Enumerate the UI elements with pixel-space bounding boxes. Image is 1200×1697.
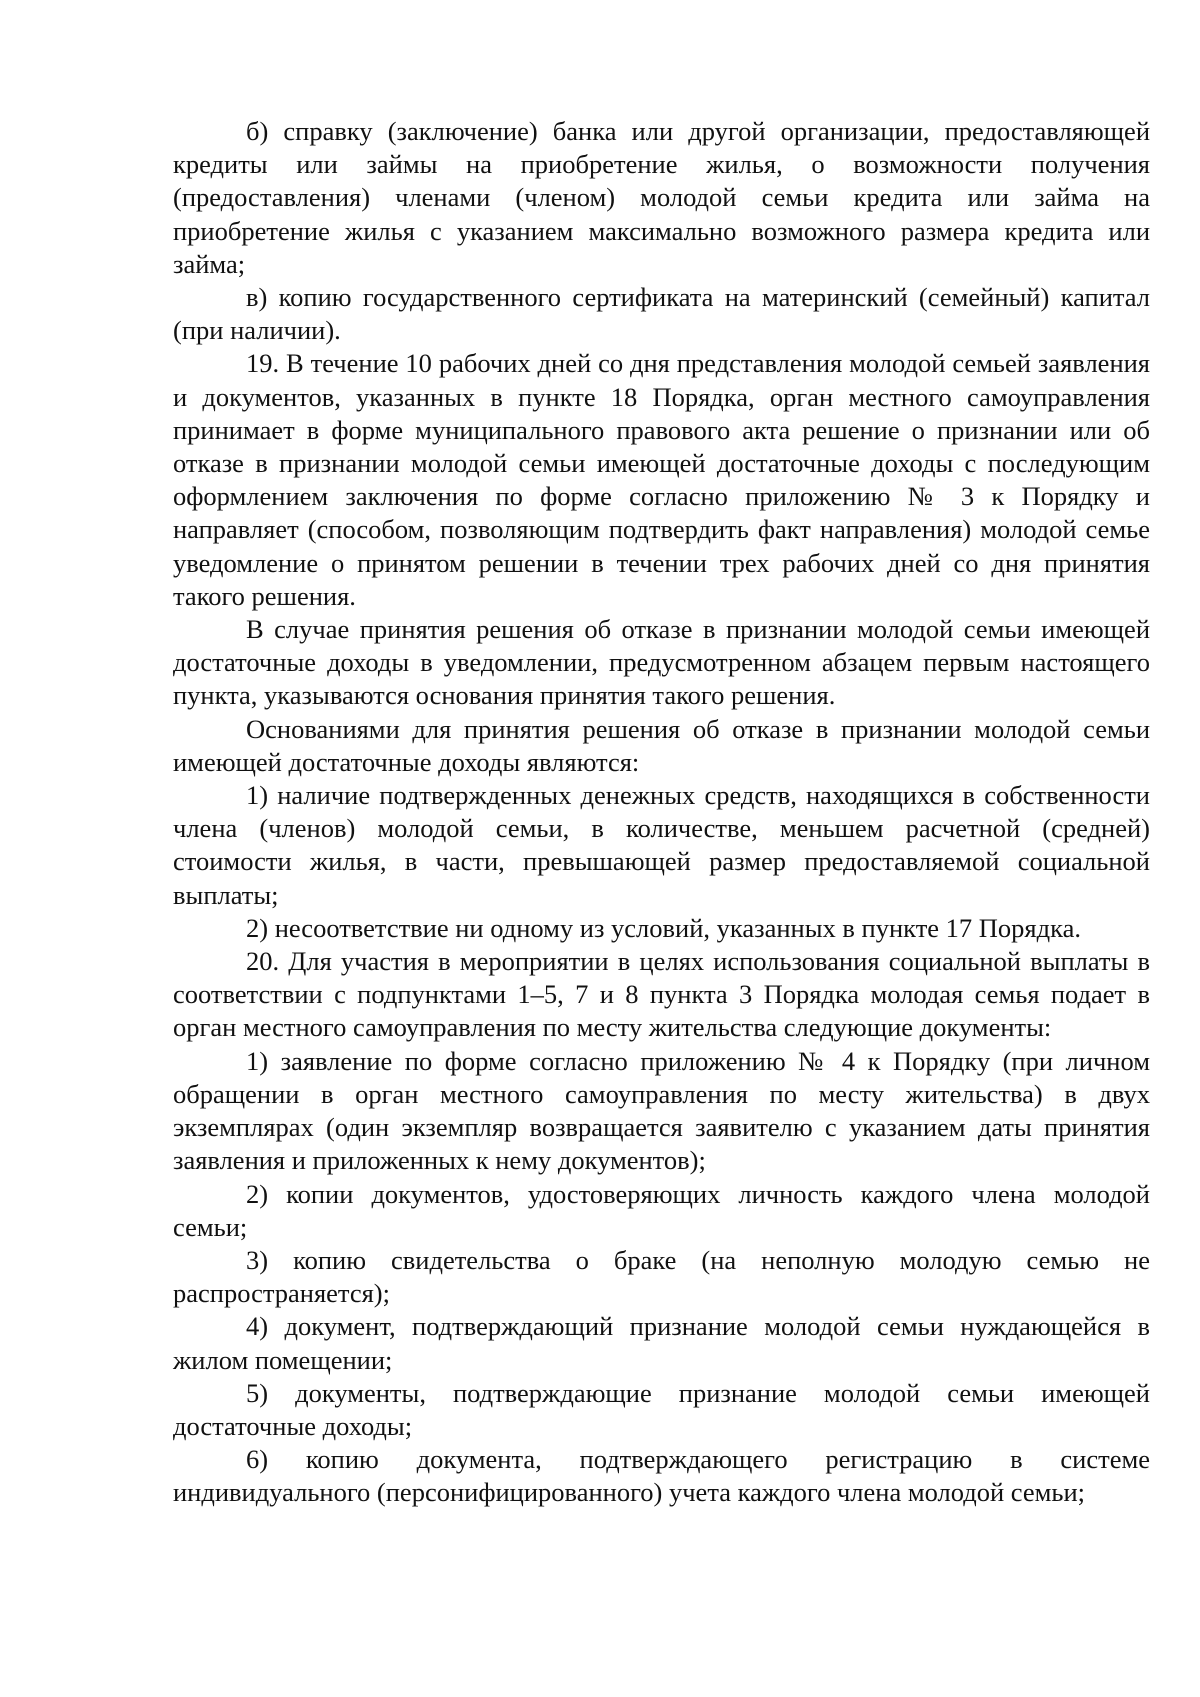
list-item-ground-1: 1) наличие подтвержденных денежных средств, находящихся в собственности члена (членов) молодой семьи, в количестве, меньшем расчетной (средней) стоимости жилья, в части, превышающей размер предоставляемой социальной выплаты; [173, 780, 1150, 910]
document-body [173, 115, 1150, 1510]
list-item-document-3: 3) копию свидетельства о браке (на неполную молодую семью не распространяется); [173, 1244, 1150, 1309]
paragraph-19: 19. В течение 10 рабочих дней со дня представления молодой семьей заявления и документов, указанных в пункте 18 Порядка, орган местного самоуправления принимает в форме муниципального правового акта решение о признании или об отказе в признании молодой семьи имеющей достаточные доходы с последующим оформлением заключения по форме согласно приложению № 3 к Порядку и направляет (способом, позволяющим подтвердить факт направления) молодой семье уведомление о принятом решении в течении трех рабочих дней со дня принятия такого решения. [173, 348, 1150, 611]
paragraph-20: 20. Для участия в мероприятии в целях использования социальной выплаты в соответствии с подпунктами 1–5, 7 и 8 пункта 3 Порядка молодая семья подает в орган местного самоуправления по месту жительства следующие документы: [173, 946, 1150, 1043]
paragraph-v-maternity-capital: в) копию государственного сертификата на материнский (семейный) капитал (при наличии). [173, 282, 1150, 346]
list-item-document-6: 6) копию документа, подтверждающего регистрацию в системе индивидуального (персонифицированного) учета каждого члена молодой семьи; [173, 1444, 1150, 1508]
list-item-document-1: 1) заявление по форме согласно приложению № 4 к Порядку (при личном обращении в орган местного самоуправления по месту жительства) в двух экземплярах (один экземпляр возвращается заявителю с указанием даты принятия заявления и приложенных к нему документов); [173, 1045, 1150, 1176]
paragraph-b-bank-certificate: б) справку (заключение) банка или другой организации, предоставляющей кредиты или займы на приобретение жилья, о возможности получения (предоставления) членами (членом) молодой семьи кредита или займа на приобретение жилья с указанием максимально возможного размера кредита или займа; [173, 116, 1150, 279]
list-item-ground-2: 2) несоответствие ни одному из условий, указанных в пункте 17 Порядка. [246, 912, 1081, 943]
list-item-document-4: 4) документ, подтверждающий признание молодой семьи нуждающейся в жилом помещении; [173, 1311, 1150, 1375]
paragraph-refusal-grounds: Основаниями для принятия решения об отказе в признании молодой семьи имеющей достаточные доходы являются: [173, 713, 1150, 777]
paragraph-refusal-case: В случае принятия решения об отказе в признании молодой семьи имеющей достаточные доходы в уведомлении, предусмотренном абзацем первым настоящего пункта, указываются основания принятия такого решения. [173, 614, 1150, 711]
list-item-document-5: 5) документы, подтверждающие признание молодой семьи имеющей достаточные доходы; [173, 1377, 1150, 1441]
list-item-document-2: 2) копии документов, удостоверяющих личность каждого члена молодой семьи; [173, 1178, 1150, 1242]
